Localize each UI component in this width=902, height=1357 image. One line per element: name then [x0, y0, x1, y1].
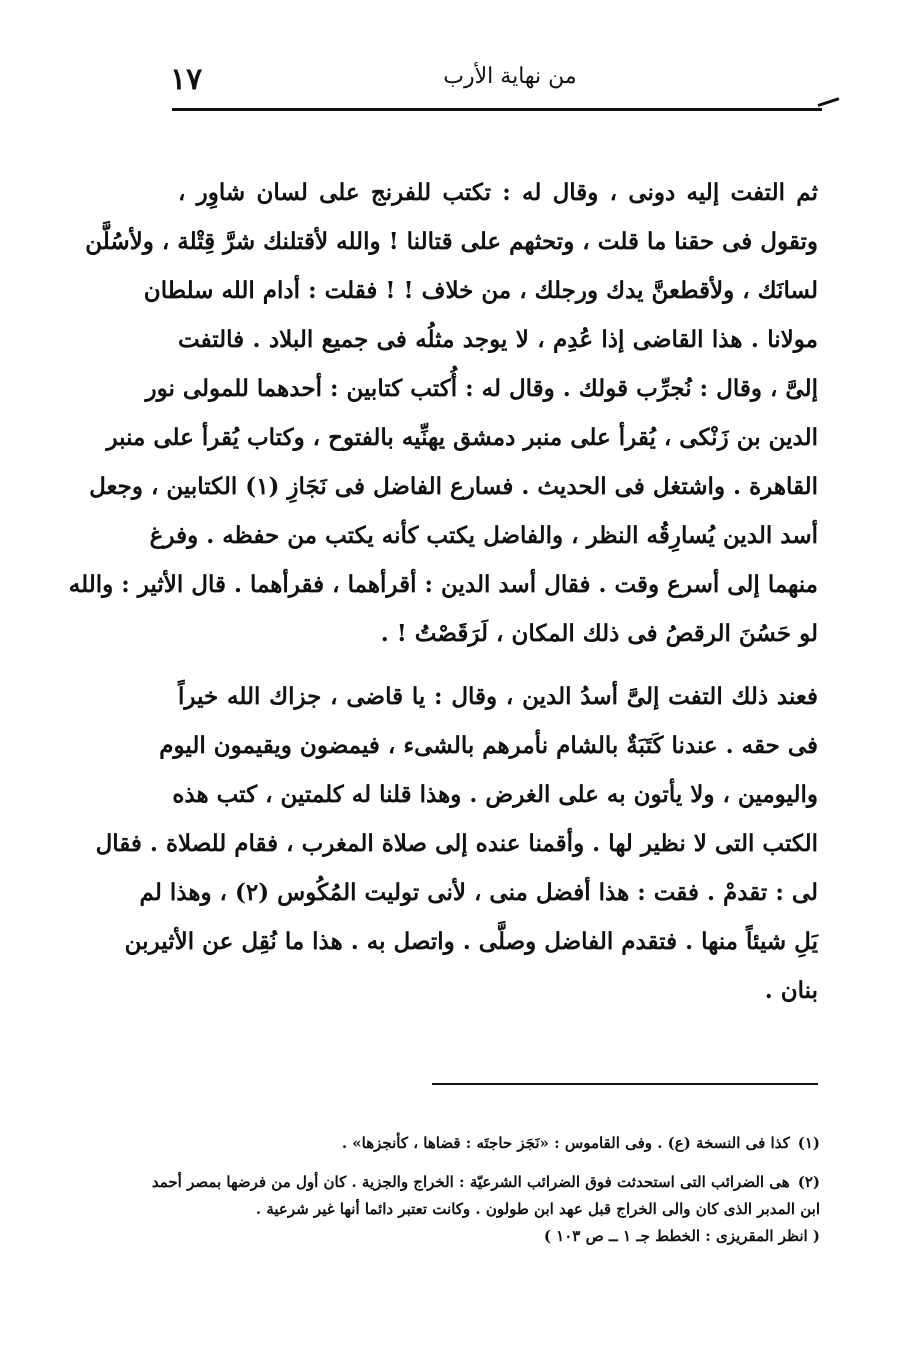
text-line: إلىَّ ، وقال : نُجرِّب قولك . وقال له : أُكتب كتابين : أحدهما للمولى نور — [145, 375, 818, 402]
footnote-1 — [160, 1130, 820, 1157]
text-line: لسانَك ، ولأقطعنَّ يدك ورجلك ، من خلاف ! ! فقلت : أدام الله سلطان — [143, 277, 818, 304]
text-line: فعند ذلك التفت إلىَّ أسدُ الدين ، وقال : يا قاضى ، جزاك الله خيراً — [178, 683, 818, 710]
text-line: منهما إلى أسرع وقت . فقال أسد الدين : أقرأهما ، فقرأهما . قال الأثير : والله — [68, 571, 818, 598]
footnote-2 — [151, 1169, 820, 1250]
running-title: من نهاية الأرب — [443, 64, 577, 89]
footnote-line — [151, 1169, 820, 1196]
text-line: يَلِ شيئاً منها . فتقدم الفاضل وصلَّى . واتصل به . هذا ما نُقِل عن الأثيربن — [124, 928, 818, 955]
text-line: بنان . — [764, 977, 818, 1004]
page-number: ١٧ — [170, 62, 203, 97]
text-line: لى : تقدمْ . فقت : هذا أفضل منى ، لأنى توليت المُكُوس (٢) ، وهذا لم — [139, 879, 818, 906]
footnote-text: هى الضرائب التى استحدثت فوق الضرائب الشرعيّة : الخراج والجزية . كان أول من فرضها بمصر أحمد — [151, 1173, 790, 1191]
text-line: القاهرة . واشتغل فى الحديث . فسارع الفاضل فى نَجَازِ (١) الكتابين ، وجعل — [89, 473, 818, 500]
footnote-line — [160, 1130, 820, 1157]
text-line: فى حقه . عندنا كَتَبَةٌ بالشام نأمرهم بالشىء ، فيمضون ويقيمون اليوم — [159, 732, 818, 759]
header-rule — [172, 108, 822, 111]
text-line: وتقول فى حقنا ما قلت ، وتحثهم على قتالنا ! والله لأقتلنك شرَّ قِتْلة ، ولأسُلَّن — [85, 228, 818, 255]
text-line: ثم التفت إليه دونى ، وقال له : تكتب للفرنج على لسان شاوِر ، — [178, 179, 818, 206]
text-line: الدين بن زَنْكى ، يُقرأ على منبر دمشق يهنِّيه بالفتوح ، وكتاب يُقرأ على منبر — [106, 424, 818, 451]
footnote-line: ( انظر المقريزى : الخطط جـ ١ ــ ص ١٠٣ ) — [543, 1227, 820, 1245]
text-line: مولانا . هذا القاضى إذا عُدِم ، لا يوجد مثلُه فى جميع البلاد . فالتفت — [178, 326, 818, 353]
text-line: واليومين ، ولا يأتون به على الغرض . وهذا قلنا له كلمتين ، كتب هذه — [172, 781, 818, 808]
text-line: لو حَسُنَ الرقصُ فى ذلك المكان ، لَرَقَصْتُ ! . — [380, 620, 818, 647]
footnote-line: ابن المدبر الذى كان والى الخراج قبل عهد ابن طولون . وكانت تعتبر دائما أنها غير شرعية . — [255, 1200, 820, 1218]
footnote-number: (١) — [797, 1134, 820, 1152]
footnotes — [151, 1130, 820, 1262]
footnote-rule — [432, 1083, 818, 1085]
paragraph-2 — [95, 672, 818, 1015]
text-line: الكتب التى لا نظير لها . وأقمنا عنده إلى صلاة المغرب ، فقام للصلاة . فقال — [95, 830, 818, 857]
paragraph-1 — [68, 168, 818, 658]
text-line: أسد الدين يُسارِقُه النظر ، والفاضل يكتب كأنه يكتب من حفظه . وفرغ — [149, 522, 818, 549]
main-text — [68, 168, 818, 1015]
footnote-number: (٢) — [797, 1173, 820, 1191]
page-header — [170, 58, 820, 98]
footnote-text: كذا فى النسخة (ع) . وفى القاموس : «نَجَز حاجتَه : قضاها ، كأنجزها» . — [341, 1134, 790, 1152]
